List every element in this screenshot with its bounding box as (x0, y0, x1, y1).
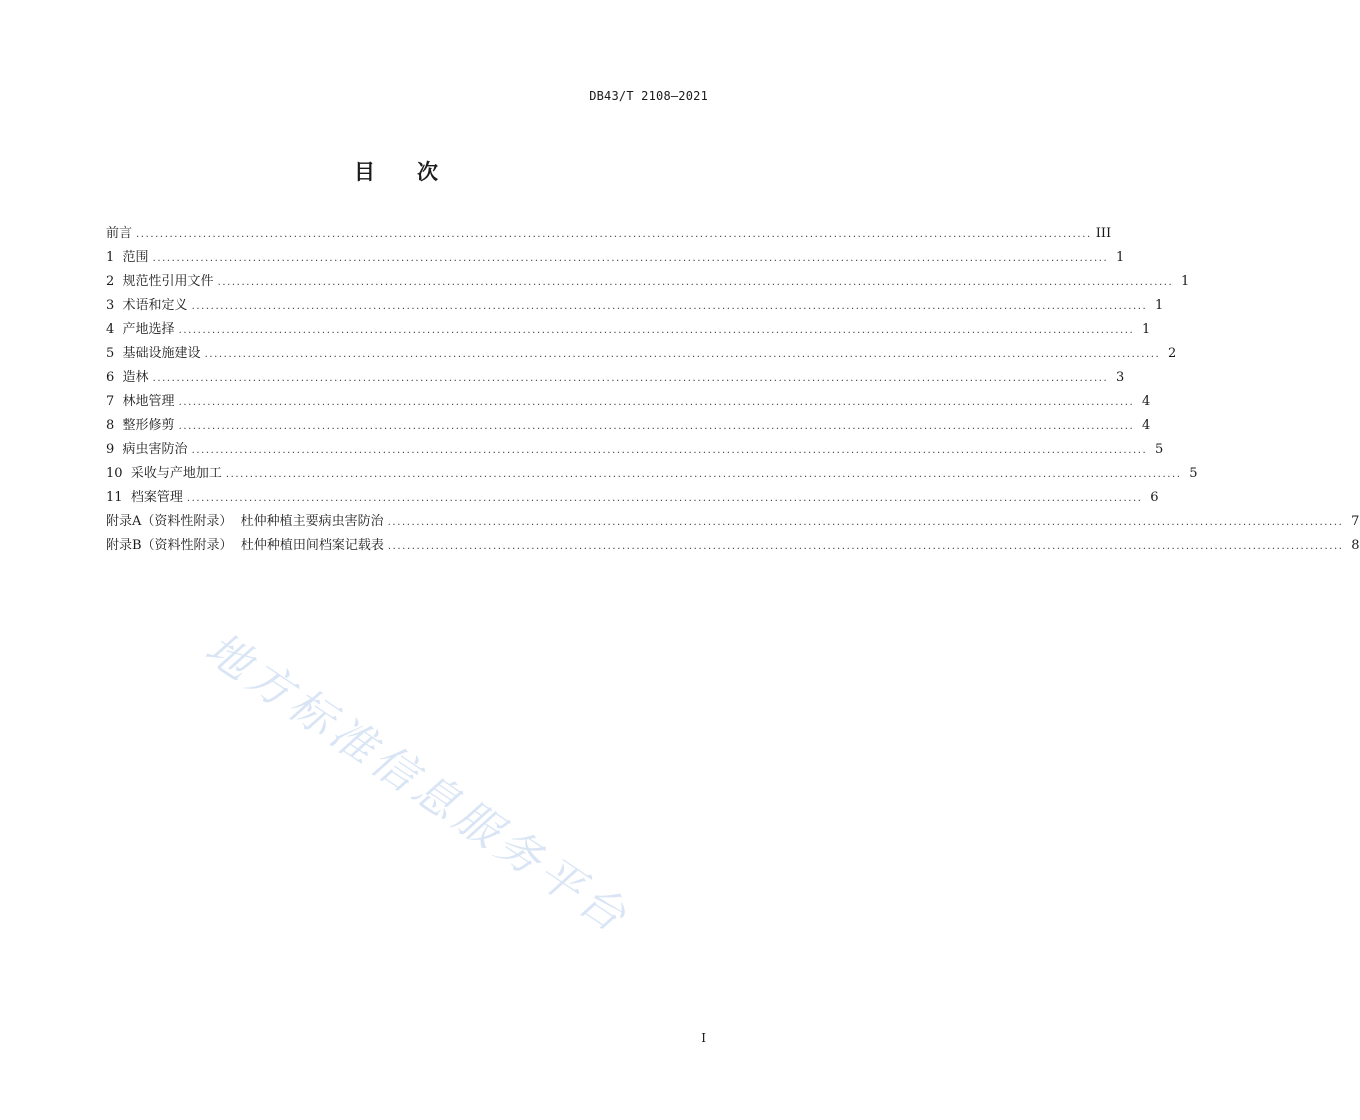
toc-entry-afforestation[interactable] (106, 369, 1125, 393)
toc-entry-terms-definitions[interactable] (106, 297, 1164, 321)
toc-entry-number: 7 (106, 394, 123, 409)
toc-leader-dots: ........................................................................................................................................................................................................ (152, 373, 1109, 384)
toc-entry-number: 5 (106, 346, 123, 361)
toc-leader-dots: ........................................................................................................................................................................................................ (191, 301, 1148, 312)
toc-entry-label: 产地选择 (122, 322, 175, 337)
toc-entry-label: 病虫害防治 (122, 442, 188, 457)
toc-entry-label: 林地管理 (122, 394, 175, 409)
toc-entry-number: 6 (106, 370, 123, 385)
toc-entry-number: 9 (106, 442, 123, 457)
toc-entry-page: 4 (1142, 394, 1151, 409)
toc-entry-page: 4 (1142, 418, 1151, 433)
toc-leader-dots: ........................................................................................................................................................................................................ (178, 325, 1135, 336)
page-number: I (701, 1031, 706, 1045)
toc-entry-page: 5 (1155, 442, 1164, 457)
toc-entry-forest-management[interactable] (106, 393, 1151, 417)
toc-entry-page: 6 (1150, 490, 1159, 505)
toc-entry-label: 整形修剪 (122, 418, 175, 433)
toc-entry-records-management[interactable] (106, 489, 1159, 513)
toc-title-part2: 次 (417, 160, 438, 184)
toc-leader-dots: ........................................................................................................................................................................................................ (204, 349, 1161, 360)
toc-entry-page: 2 (1168, 346, 1177, 361)
toc-entry-number: 8 (106, 418, 123, 433)
toc-entry-label: 附录B（资料性附录） 杜仲种植田间档案记载表 (106, 538, 384, 553)
toc-leader-dots: ........................................................................................................................................................................................................ (217, 277, 1174, 288)
toc-entry-page: 1 (1181, 274, 1190, 289)
toc-entry-page: 8 (1351, 538, 1360, 553)
toc-entry-pruning[interactable] (106, 417, 1151, 441)
toc-entry-normative-references[interactable] (106, 273, 1190, 297)
toc-entry-number: 4 (106, 322, 123, 337)
toc-entry-number: 3 (106, 298, 123, 313)
toc-entry-foreword[interactable] (106, 225, 1112, 249)
toc-entry-page: 5 (1189, 466, 1198, 481)
toc-leader-dots: ........................................................................................................................................................................................................ (136, 229, 1092, 240)
toc-leader-dots: ........................................................................................................................................................................................................ (186, 493, 1143, 504)
toc-entry-harvest-processing[interactable] (106, 465, 1198, 489)
toc-entry-page: 1 (1155, 298, 1164, 313)
toc-leader-dots: ........................................................................................................................................................................................................ (178, 421, 1135, 432)
toc-leader-dots: ........................................................................................................................................................................................................ (387, 541, 1344, 552)
toc-leader-dots: ........................................................................................................................................................................................................ (225, 469, 1182, 480)
toc-entry-site-selection[interactable] (106, 321, 1151, 345)
toc-leader-dots: ........................................................................................................................................................................................................ (191, 445, 1148, 456)
toc-entry-page: 3 (1116, 370, 1125, 385)
toc-title (0, 156, 792, 186)
toc-entry-infrastructure[interactable] (106, 345, 1177, 369)
toc-entry-label: 采收与产地加工 (130, 466, 222, 481)
toc-entry-label: 造林 (122, 370, 149, 385)
toc-leader-dots: ........................................................................................................................................................................................................ (152, 253, 1109, 264)
watermark: 地方标准信息服务平台 (195, 622, 640, 945)
toc-entry-number: 11 (106, 490, 131, 505)
toc-entry-page: III (1095, 226, 1112, 241)
toc-entry-label: 附录A（资料性附录） 杜仲种植主要病虫害防治 (106, 514, 384, 529)
toc-entry-page: 1 (1116, 250, 1125, 265)
table-of-contents (106, 225, 1360, 561)
toc-entry-number: 10 (106, 466, 131, 481)
toc-leader-dots: ........................................................................................................................................................................................................ (387, 517, 1344, 528)
document-code: DB43/T 2108—2021 (589, 89, 708, 103)
toc-entry-page: 1 (1142, 322, 1151, 337)
toc-entry-pest-control[interactable] (106, 441, 1164, 465)
toc-entry-label: 术语和定义 (122, 298, 188, 313)
toc-entry-label: 规范性引用文件 (122, 274, 214, 289)
toc-entry-label: 范围 (122, 250, 149, 265)
toc-entry-appendix-b[interactable] (106, 537, 1360, 561)
toc-entry-number: 2 (106, 274, 123, 289)
toc-entry-label: 基础设施建设 (122, 346, 201, 361)
toc-leader-dots: ........................................................................................................................................................................................................ (178, 397, 1135, 408)
toc-entry-page: 7 (1351, 514, 1360, 529)
toc-entry-label: 前言 (106, 226, 133, 241)
toc-entry-scope[interactable] (106, 249, 1125, 273)
toc-title-part1: 目 (354, 160, 375, 184)
toc-entry-number: 1 (106, 250, 123, 265)
toc-entry-label: 档案管理 (130, 490, 183, 505)
toc-entry-appendix-a[interactable] (106, 513, 1360, 537)
